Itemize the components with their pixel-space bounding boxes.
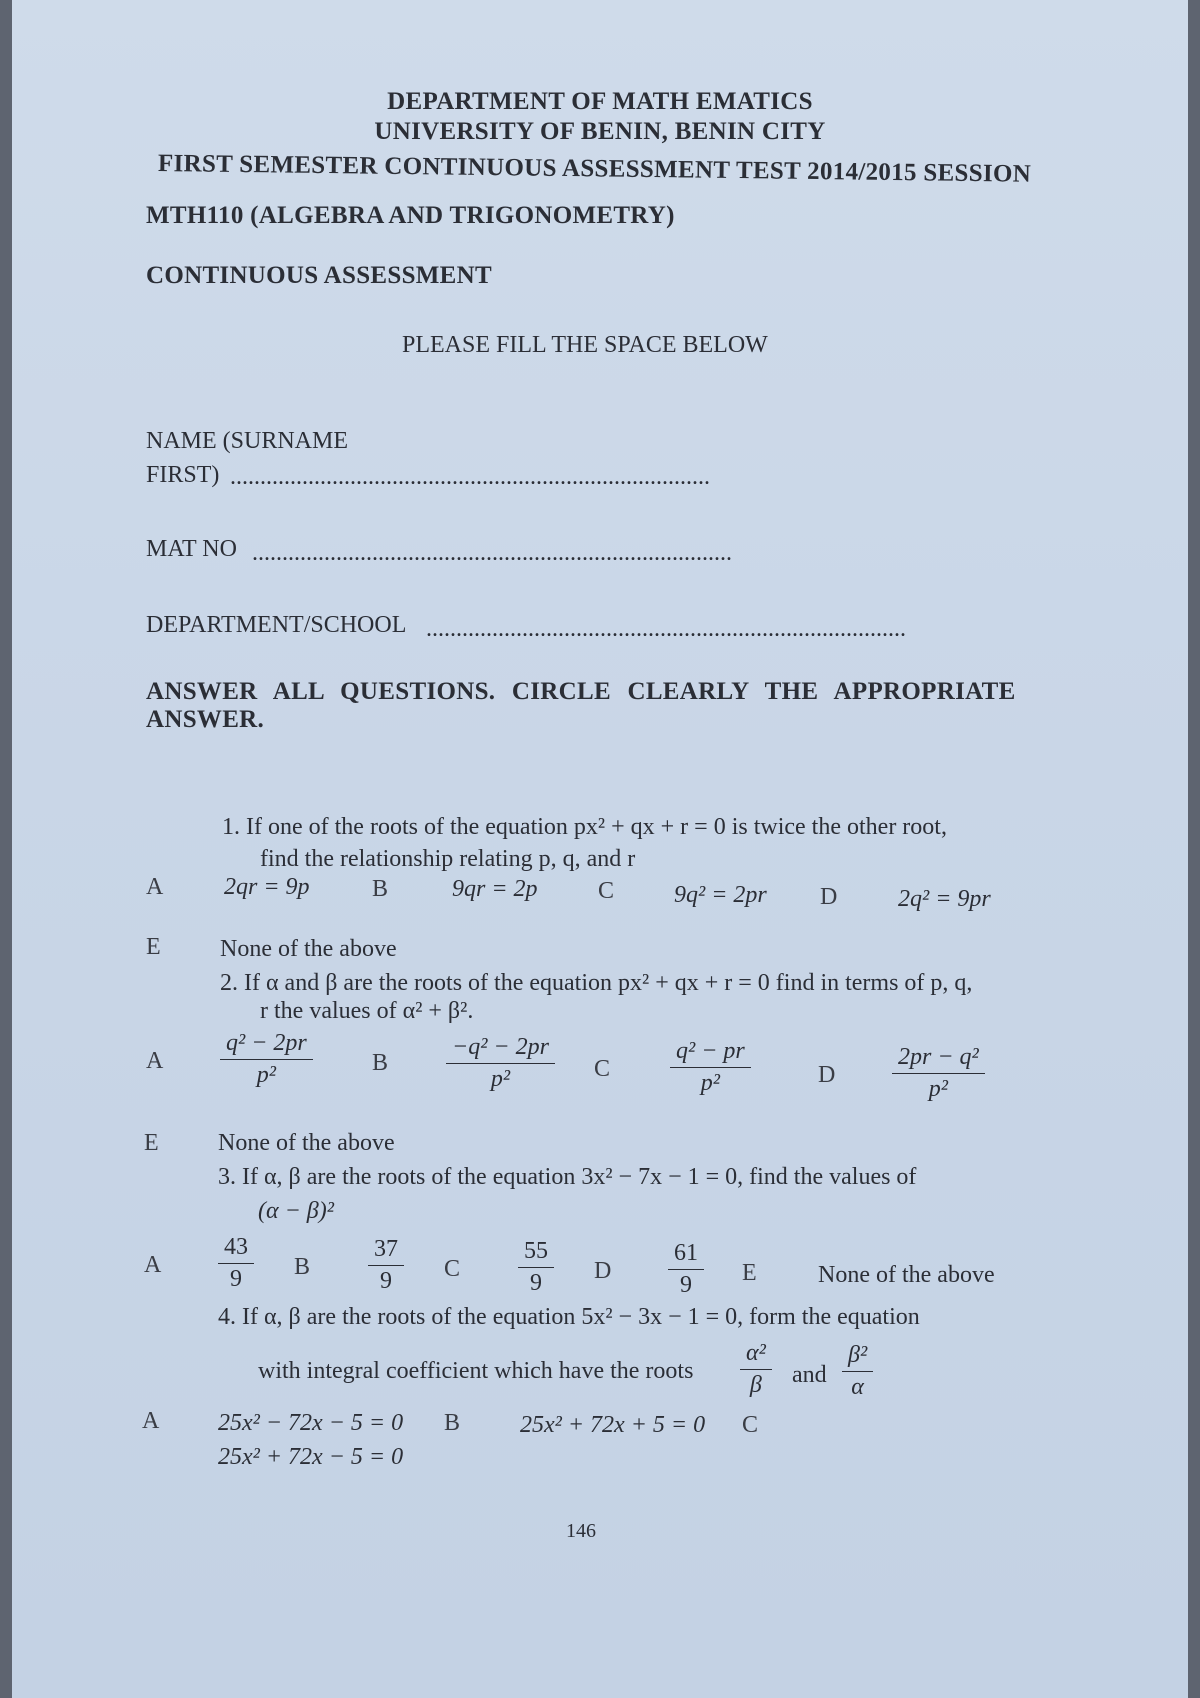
q3-option-d-denominator: 9: [680, 1272, 692, 1298]
department-title: DEPARTMENT OF MATH EMATICS: [387, 88, 813, 115]
q1-option-c[interactable]: 9q² = 2pr: [674, 882, 767, 908]
q1-text-line1: 1. If one of the roots of the equation px² + qx + r = 0 is twice the other root,: [222, 814, 947, 840]
q2-option-b[interactable]: [446, 1034, 555, 1093]
q3-option-e[interactable]: None of the above: [818, 1262, 995, 1288]
q4-root2-numerator: β²: [842, 1342, 873, 1372]
q3-option-b[interactable]: [368, 1236, 404, 1295]
department-field[interactable]: ................................................................................: [426, 616, 906, 642]
q3-option-a[interactable]: [218, 1234, 254, 1293]
q1-option-a-letter[interactable]: A: [146, 874, 164, 900]
q2-option-b-numerator: −q² − 2pr: [446, 1034, 555, 1064]
q4-option-c-letter[interactable]: C: [742, 1412, 759, 1438]
q4-text-line1: 4. If α, β are the roots of the equation 5x² − 3x − 1 = 0, form the equation: [218, 1304, 920, 1330]
q4-text-line2: with integral coefficient which have the roots: [258, 1358, 694, 1384]
q2-option-b-denominator: p²: [490, 1066, 511, 1092]
q4-option-c[interactable]: 25x² + 72x − 5 = 0: [218, 1444, 404, 1470]
q2-option-d[interactable]: [892, 1044, 985, 1103]
q2-option-b-letter[interactable]: B: [372, 1050, 389, 1076]
q1-text-line2: find the relationship relating p, q, and r: [260, 846, 636, 872]
q4-root2: [842, 1342, 873, 1401]
q4-option-b[interactable]: 25x² + 72x + 5 = 0: [520, 1412, 706, 1438]
q2-option-c-denominator: p²: [700, 1070, 720, 1096]
q3-option-c-numerator: 55: [518, 1238, 554, 1268]
mat-no-field[interactable]: ................................................................................: [252, 540, 732, 566]
q4-option-a[interactable]: 25x² − 72x − 5 = 0: [218, 1410, 404, 1436]
instruction-line1: ANSWER ALL QUESTIONS. CIRCLE CLEARLY THE APPROPRIATE: [146, 678, 1016, 705]
q3-option-b-numerator: 37: [368, 1236, 404, 1266]
q1-option-d-letter[interactable]: D: [820, 884, 838, 910]
q1-option-a[interactable]: 2qr = 9p: [224, 874, 310, 900]
q3-option-b-letter[interactable]: B: [294, 1254, 311, 1280]
q3-option-c[interactable]: [518, 1238, 554, 1297]
q4-and-word: and: [792, 1362, 827, 1388]
q4-option-a-letter[interactable]: A: [142, 1408, 160, 1434]
q2-text-line2: r the values of α² + β².: [260, 998, 474, 1024]
q2-option-c[interactable]: [670, 1038, 751, 1097]
q1-option-e[interactable]: None of the above: [220, 936, 397, 962]
q3-option-e-letter[interactable]: E: [742, 1260, 757, 1286]
q4-root1: [740, 1340, 772, 1399]
q2-option-d-denominator: p²: [928, 1076, 948, 1102]
q2-option-e-letter[interactable]: E: [144, 1130, 159, 1156]
q1-option-d[interactable]: 2q² = 9pr: [898, 886, 991, 912]
q3-option-c-letter[interactable]: C: [444, 1256, 461, 1282]
q3-option-d-letter[interactable]: D: [594, 1258, 612, 1284]
q3-option-a-letter[interactable]: A: [144, 1252, 162, 1278]
q2-option-a-letter[interactable]: A: [146, 1048, 164, 1074]
name-label-line2: FIRST): [146, 462, 220, 488]
fill-instruction: PLEASE FILL THE SPACE BELOW: [402, 332, 768, 358]
q3-option-d[interactable]: [668, 1240, 704, 1299]
mat-no-label: MAT NO: [146, 536, 237, 562]
q4-root1-numerator: α²: [740, 1340, 772, 1370]
q4-root2-denominator: α: [851, 1374, 864, 1400]
q3-option-c-denominator: 9: [530, 1270, 542, 1296]
q4-root1-denominator: β: [749, 1372, 762, 1398]
q3-option-a-denominator: 9: [230, 1266, 242, 1292]
course-title: MTH110 (ALGEBRA AND TRIGONOMETRY): [146, 202, 675, 229]
q3-text-line1: 3. If α, β are the roots of the equation 3x² − 7x − 1 = 0, find the values of: [218, 1164, 917, 1190]
q1-option-b-letter[interactable]: B: [372, 876, 389, 902]
q2-option-c-letter[interactable]: C: [594, 1056, 611, 1082]
page-number: 146: [566, 1520, 596, 1542]
q2-text-line1: 2. If α and β are the roots of the equation px² + qx + r = 0 find in terms of p, q,: [220, 970, 973, 996]
instruction-line2: ANSWER.: [146, 706, 265, 733]
department-label: DEPARTMENT/SCHOOL: [146, 612, 407, 638]
q1-option-e-letter[interactable]: E: [146, 934, 161, 960]
q2-option-e[interactable]: None of the above: [218, 1130, 395, 1156]
q2-option-c-numerator: q² − pr: [670, 1038, 751, 1068]
q2-option-a-numerator: q² − 2pr: [220, 1030, 313, 1060]
exam-page: [12, 0, 1188, 1698]
q3-text-line2: (α − β)²: [258, 1198, 334, 1224]
q4-option-b-letter[interactable]: B: [444, 1410, 461, 1436]
q1-option-c-letter[interactable]: C: [598, 878, 615, 904]
q2-option-a[interactable]: [220, 1030, 313, 1089]
assessment-title: CONTINUOUS ASSESSMENT: [146, 262, 492, 289]
q2-option-a-denominator: p²: [256, 1062, 276, 1088]
q3-option-d-numerator: 61: [668, 1240, 704, 1270]
q3-option-a-numerator: 43: [218, 1234, 254, 1264]
name-label-line1: NAME (SURNAME: [146, 428, 349, 454]
q2-option-d-numerator: 2pr − q²: [892, 1044, 985, 1074]
q3-option-b-denominator: 9: [380, 1268, 392, 1294]
university-title: UNIVERSITY OF BENIN, BENIN CITY: [374, 118, 826, 145]
q1-option-b[interactable]: 9qr = 2p: [452, 876, 538, 902]
test-title: FIRST SEMESTER CONTINUOUS ASSESSMENT TEST 2014/2015 SESSION: [157, 150, 1032, 188]
q2-option-d-letter[interactable]: D: [818, 1062, 836, 1088]
name-field[interactable]: ................................................................................: [230, 464, 710, 490]
